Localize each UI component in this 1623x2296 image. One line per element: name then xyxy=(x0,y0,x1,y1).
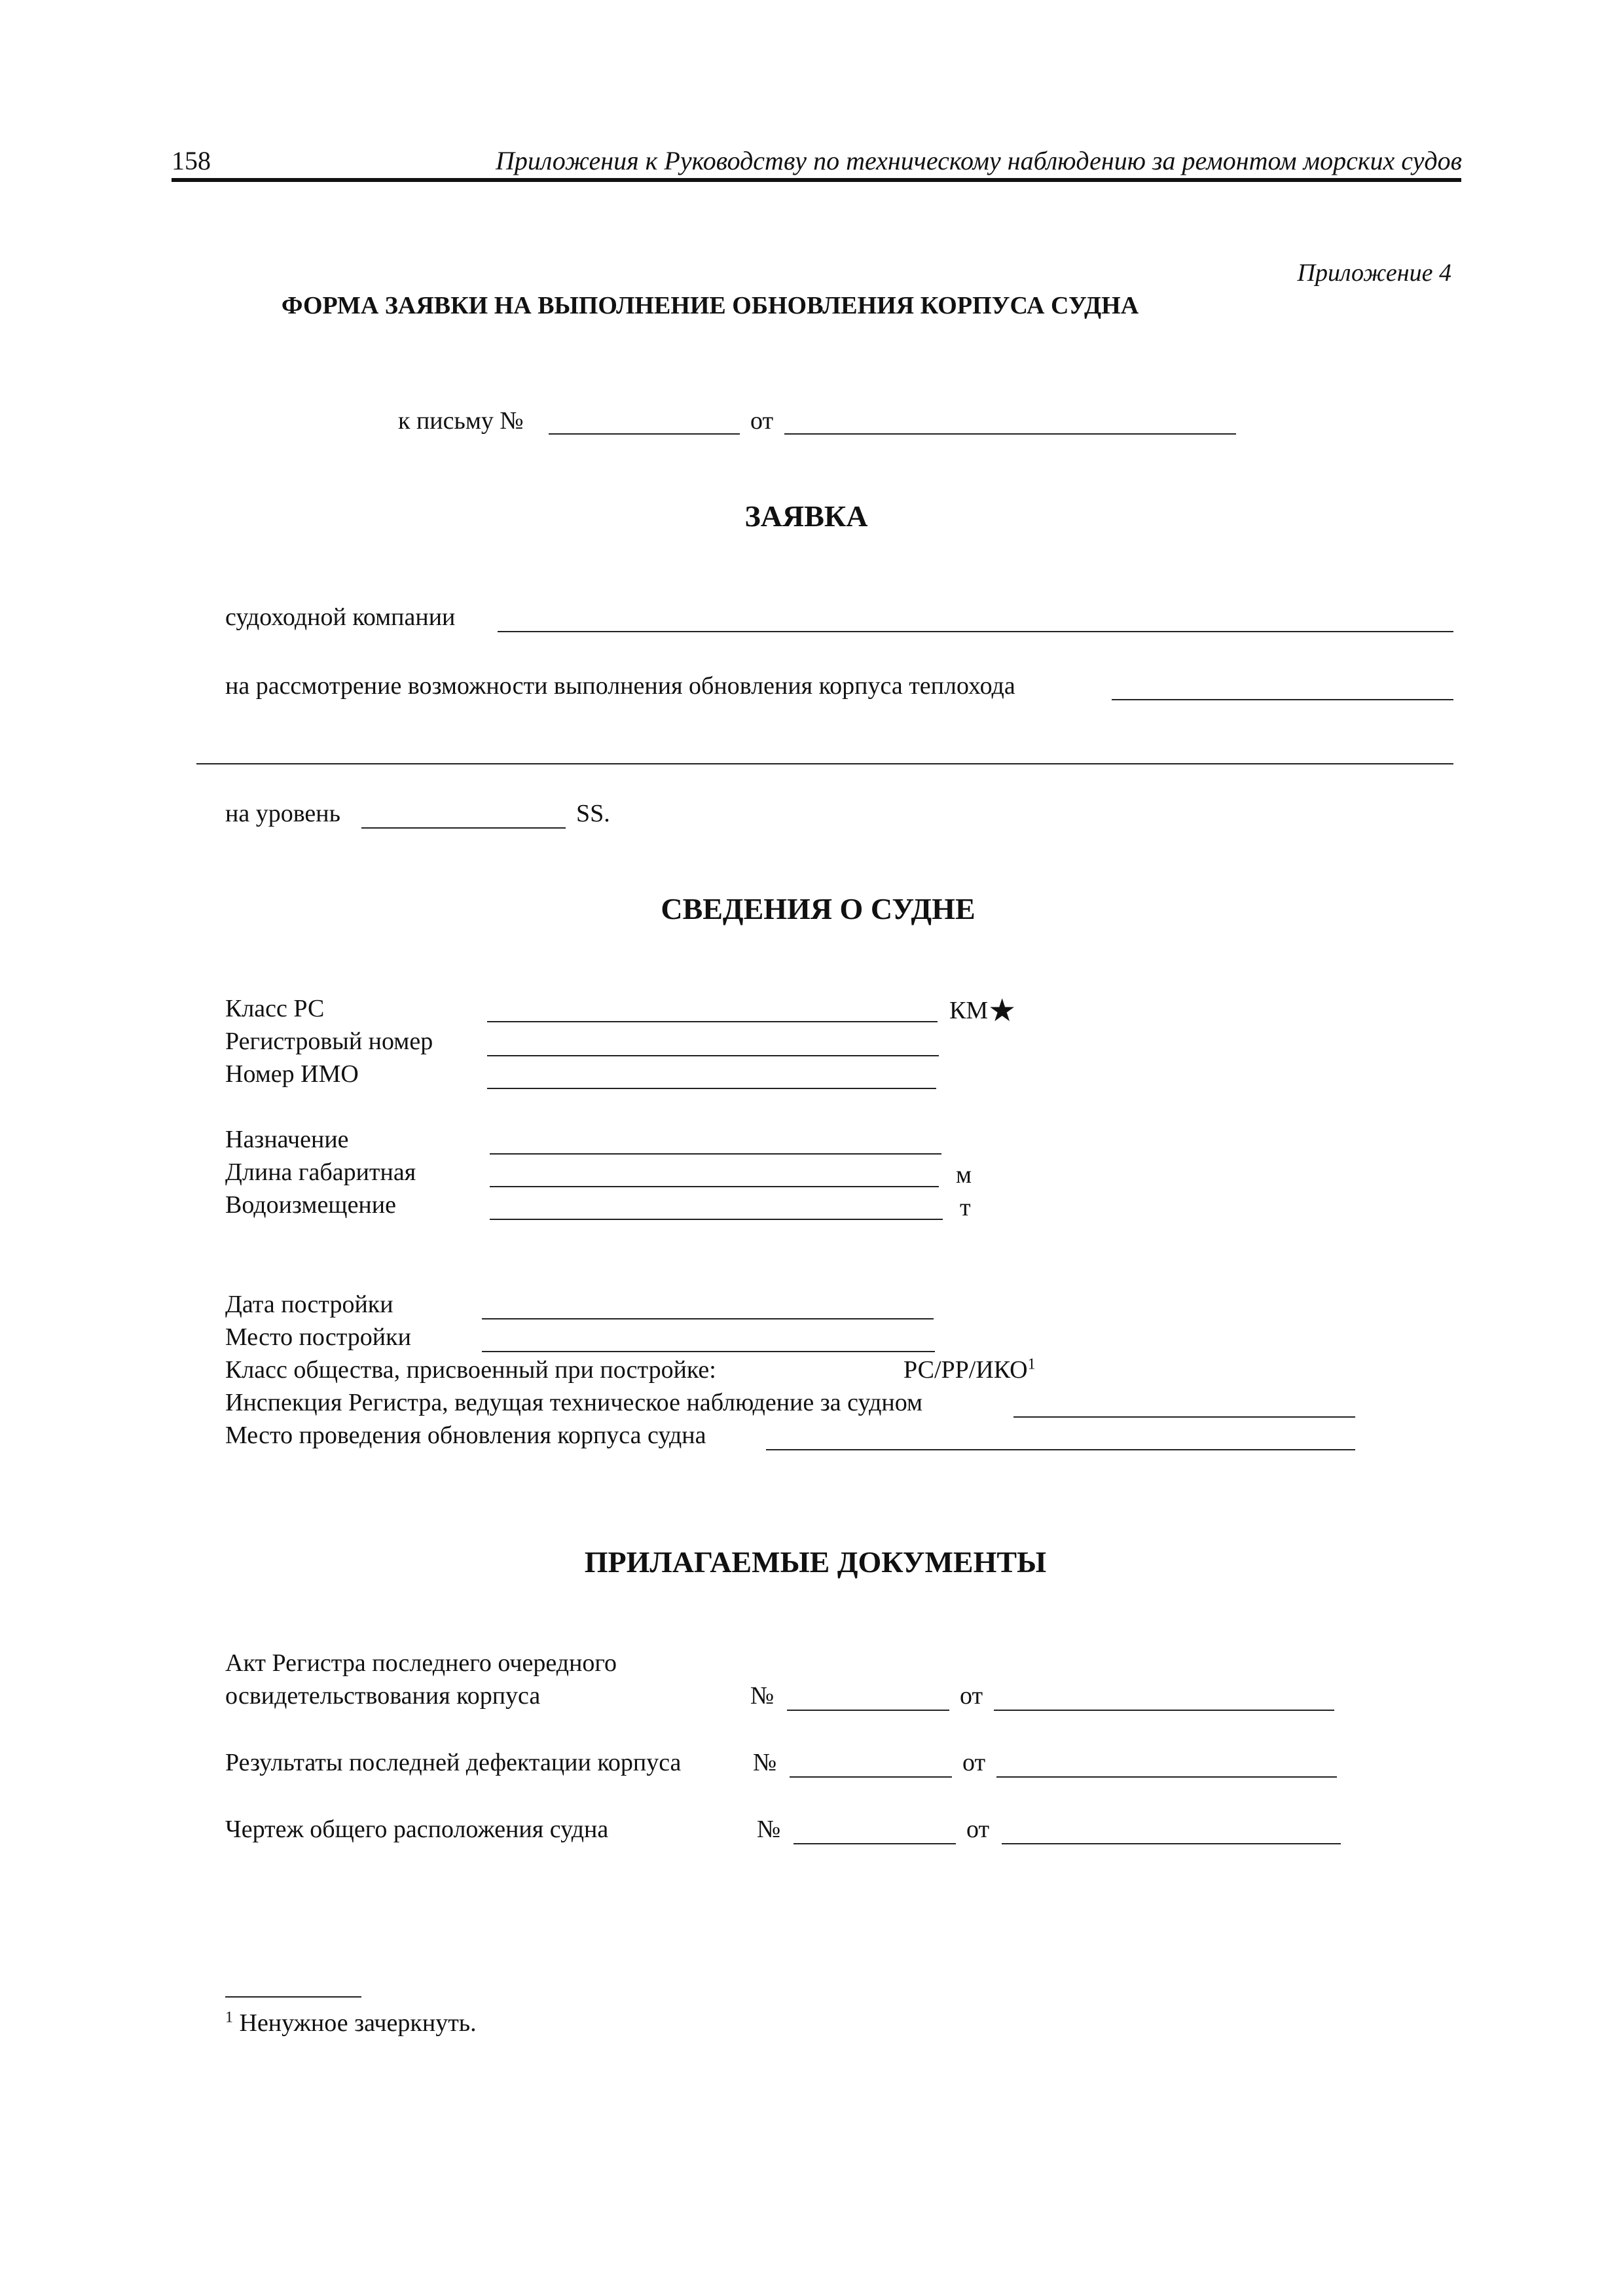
request-title: ЗАЯВКА xyxy=(744,499,868,533)
letter-number-field[interactable] xyxy=(549,433,740,435)
company-label: судоходной компании xyxy=(225,603,456,631)
act-num-sign: № xyxy=(750,1682,775,1710)
class-suffix: КМ★ xyxy=(949,994,1017,1028)
letter-prefix: к письму № xyxy=(398,407,524,435)
build-date-label: Дата постройки xyxy=(225,1291,393,1318)
footnote-mark: 1 xyxy=(225,2009,233,2026)
level-field[interactable] xyxy=(361,827,566,829)
inspection-field[interactable] xyxy=(1013,1416,1355,1418)
company-field[interactable] xyxy=(498,631,1453,632)
footnote-rule xyxy=(225,1996,361,1998)
reg-number-field[interactable] xyxy=(487,1055,939,1056)
displacement-label: Водоизмещение xyxy=(225,1191,396,1219)
drawing-num-sign: № xyxy=(757,1816,781,1843)
length-unit: м xyxy=(956,1161,972,1189)
defect-date-field[interactable] xyxy=(996,1776,1337,1778)
defect-from-label: от xyxy=(962,1749,986,1776)
imo-number-label: Номер ИМО xyxy=(225,1060,359,1088)
act-label-line1: Акт Регистра последнего очередного xyxy=(225,1649,617,1677)
footnote-reference: 1 xyxy=(1027,1355,1036,1373)
displacement-unit: т xyxy=(960,1194,971,1221)
level-suffix: SS. xyxy=(576,800,610,827)
drawing-date-field[interactable] xyxy=(1002,1843,1341,1844)
imo-number-field[interactable] xyxy=(487,1088,936,1089)
build-place-field[interactable] xyxy=(482,1351,935,1352)
form-title: ФОРМА ЗАЯВКИ НА ВЫПОЛНЕНИЕ ОБНОВЛЕНИЯ КОРПУСА СУДНА xyxy=(281,292,1139,319)
defect-number-field[interactable] xyxy=(790,1776,952,1778)
vessel-name-field[interactable] xyxy=(1112,699,1453,700)
letter-from-label: от xyxy=(750,407,774,435)
length-field[interactable] xyxy=(490,1186,939,1187)
letter-date-field[interactable] xyxy=(784,433,1236,435)
displacement-field[interactable] xyxy=(490,1219,943,1220)
build-date-field[interactable] xyxy=(482,1318,934,1319)
act-label-line2: освидетельствования корпуса xyxy=(225,1682,541,1710)
purpose-label: Назначение xyxy=(225,1126,349,1153)
star-icon: ★ xyxy=(988,994,1017,1028)
renewal-place-field[interactable] xyxy=(766,1449,1355,1450)
drawing-number-field[interactable] xyxy=(793,1843,956,1844)
society-class-label: Класс общества, присвоенный при постройке: xyxy=(225,1356,716,1384)
inspection-label: Инспекция Регистра, ведущая техническое наблюдение за судном xyxy=(225,1389,923,1416)
ship-info-title: СВЕДЕНИЯ О СУДНЕ xyxy=(661,892,976,925)
appendix-label: Приложение 4 xyxy=(1297,259,1451,287)
class-rs-label: Класс РС xyxy=(225,995,325,1022)
defect-label: Результаты последней дефектации корпуса xyxy=(225,1749,682,1776)
level-prefix: на уровень xyxy=(225,800,340,827)
drawing-from-label: от xyxy=(966,1816,990,1843)
drawing-label: Чертеж общего расположения судна xyxy=(225,1816,609,1843)
purpose-field[interactable] xyxy=(490,1153,941,1155)
review-label: на рассмотрение возможности выполнения обновления корпуса теплохода xyxy=(225,672,1015,700)
build-place-label: Место постройки xyxy=(225,1323,411,1351)
running-title: Приложения к Руководству по техническому наблюдению за ремонтом морских судов xyxy=(495,146,1462,175)
page-number: 158 xyxy=(172,146,211,175)
renewal-place-label: Место проведения обновления корпуса судна xyxy=(225,1422,706,1449)
act-number-field[interactable] xyxy=(787,1710,949,1711)
vessel-name-continuation-field[interactable] xyxy=(196,763,1453,764)
defect-num-sign: № xyxy=(753,1749,777,1776)
act-from-label: от xyxy=(960,1682,983,1710)
footnote xyxy=(225,2008,477,2038)
length-label: Длина габаритная xyxy=(225,1158,416,1186)
header-rule xyxy=(172,178,1461,182)
class-rs-field[interactable] xyxy=(487,1021,938,1022)
footnote-text: Ненужное зачеркнуть. xyxy=(239,2009,477,2037)
documents-title: ПРИЛАГАЕМЫЕ ДОКУМЕНТЫ xyxy=(584,1545,1047,1579)
reg-number-label: Регистровый номер xyxy=(225,1028,433,1055)
society-class-options[interactable]: РС/РР/ИКО$^1$ xyxy=(903,1355,1036,1384)
act-date-field[interactable] xyxy=(994,1710,1334,1711)
